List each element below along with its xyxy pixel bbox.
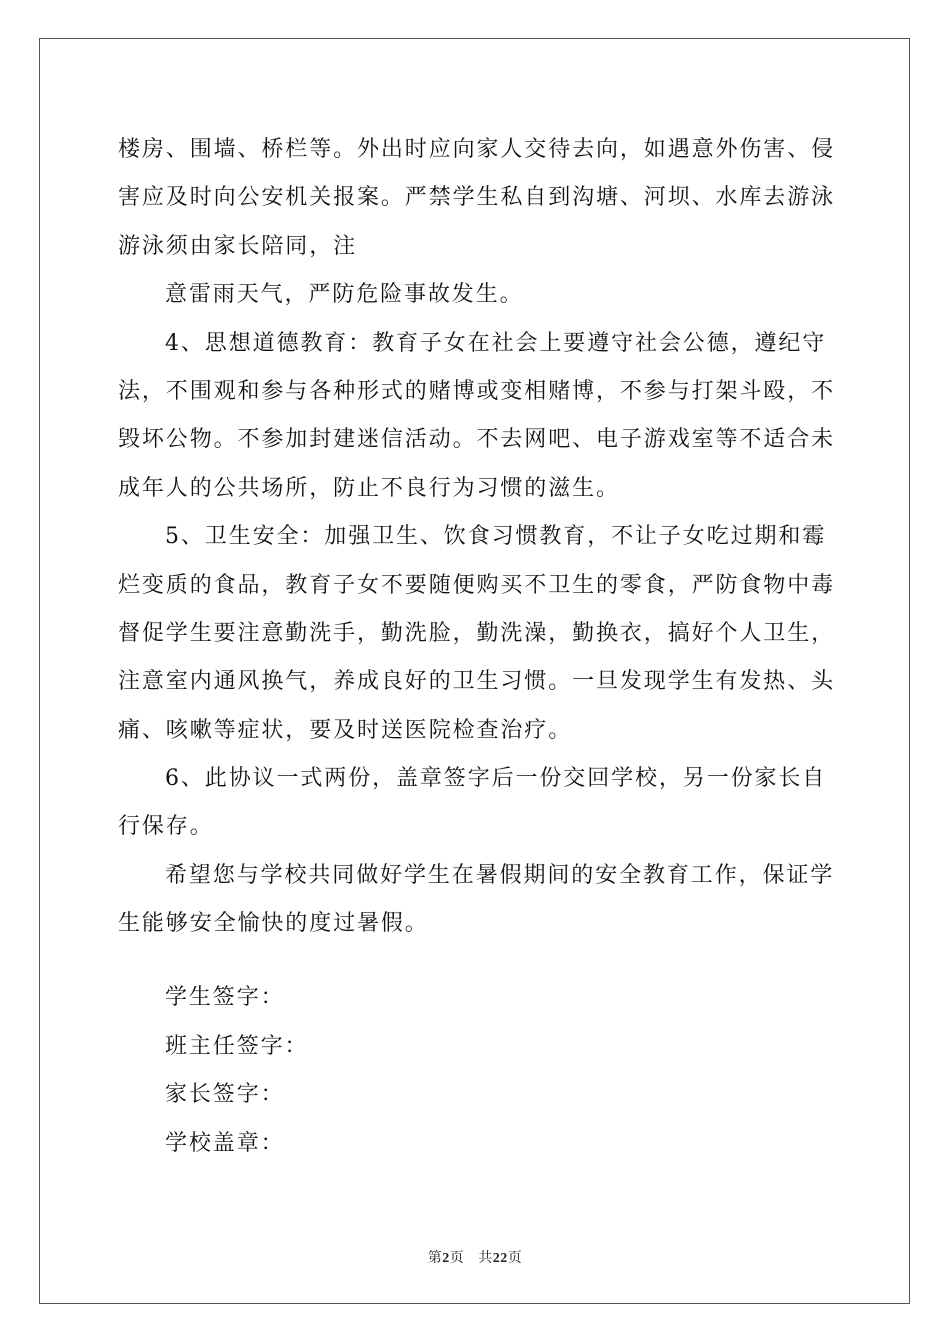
parent-signature-label: 家长签字：: [165, 1082, 285, 1107]
school-seal-label: 学校盖章：: [165, 1130, 285, 1156]
section-6-heading-line: 6、此协议一式两份，盖章签字后一份交回学校，另一份家长自: [165, 766, 827, 792]
body-line: 毁坏公物。不参加封建迷信活动。不去网吧、电子游戏室等不适合未: [118, 427, 836, 453]
body-line: 楼房、围墙、桥栏等。外出时应向家人交待去向，如遇意外伤害、侵: [118, 137, 836, 162]
body-line: 注意室内通风换气，养成良好的卫生习惯。一旦发现学生有发热、头: [118, 669, 836, 695]
closing-paragraph-line: 希望您与学校共同做好学生在暑假期间的安全教育工作，保证学: [165, 862, 835, 888]
total-page-count: 22: [492, 1251, 508, 1266]
footer-total-prefix: 共: [478, 1250, 493, 1266]
body-line: 成年人的公共场所，防止不良行为习惯的滋生。: [118, 475, 620, 501]
current-page-number: 2: [442, 1251, 450, 1266]
head-teacher-signature-label: 班主任签字：: [165, 1033, 309, 1059]
signature-block: [165, 974, 308, 1168]
document-body: [118, 126, 838, 949]
body-line: 督促学生要注意勤洗手，勤洗脸，勤洗澡，勤换衣，搞好个人卫生，: [118, 620, 836, 646]
body-line: 法，不围观和参与各种形式的赌博或变相赌博，不参与打架斗殴，不: [118, 378, 836, 404]
body-line: 害应及时向公安机关报案。严禁学生私自到沟塘、河坝、水库去游泳: [118, 185, 836, 211]
body-line: 游泳须由家长陪同，注: [118, 233, 358, 259]
footer-prefix: 第: [427, 1250, 443, 1266]
student-signature-label: 学生签字：: [165, 985, 285, 1010]
body-line: 痛、咳嗽等症状，要及时送医院检查治疗。: [118, 717, 573, 743]
page-footer: [0, 1247, 950, 1267]
body-line: 烂变质的食品，教育子女不要随便购买不卫生的零食，严防食物中毒: [118, 572, 836, 598]
body-line: 意雷雨天气，严防危险事故发生。: [165, 282, 524, 308]
body-line: 生能够安全愉快的度过暑假。: [118, 911, 429, 937]
footer-page-unit: 页: [449, 1250, 465, 1266]
section-4-heading-line: 4、思想道德教育：教育子女在社会上要遵守社会公德，遵纪守: [165, 330, 827, 356]
section-5-heading-line: 5、卫生安全：加强卫生、饮食习惯教育，不让子女吃过期和霉: [165, 524, 827, 550]
footer-total-unit: 页: [507, 1250, 523, 1266]
body-line: 行保存。: [118, 814, 214, 840]
